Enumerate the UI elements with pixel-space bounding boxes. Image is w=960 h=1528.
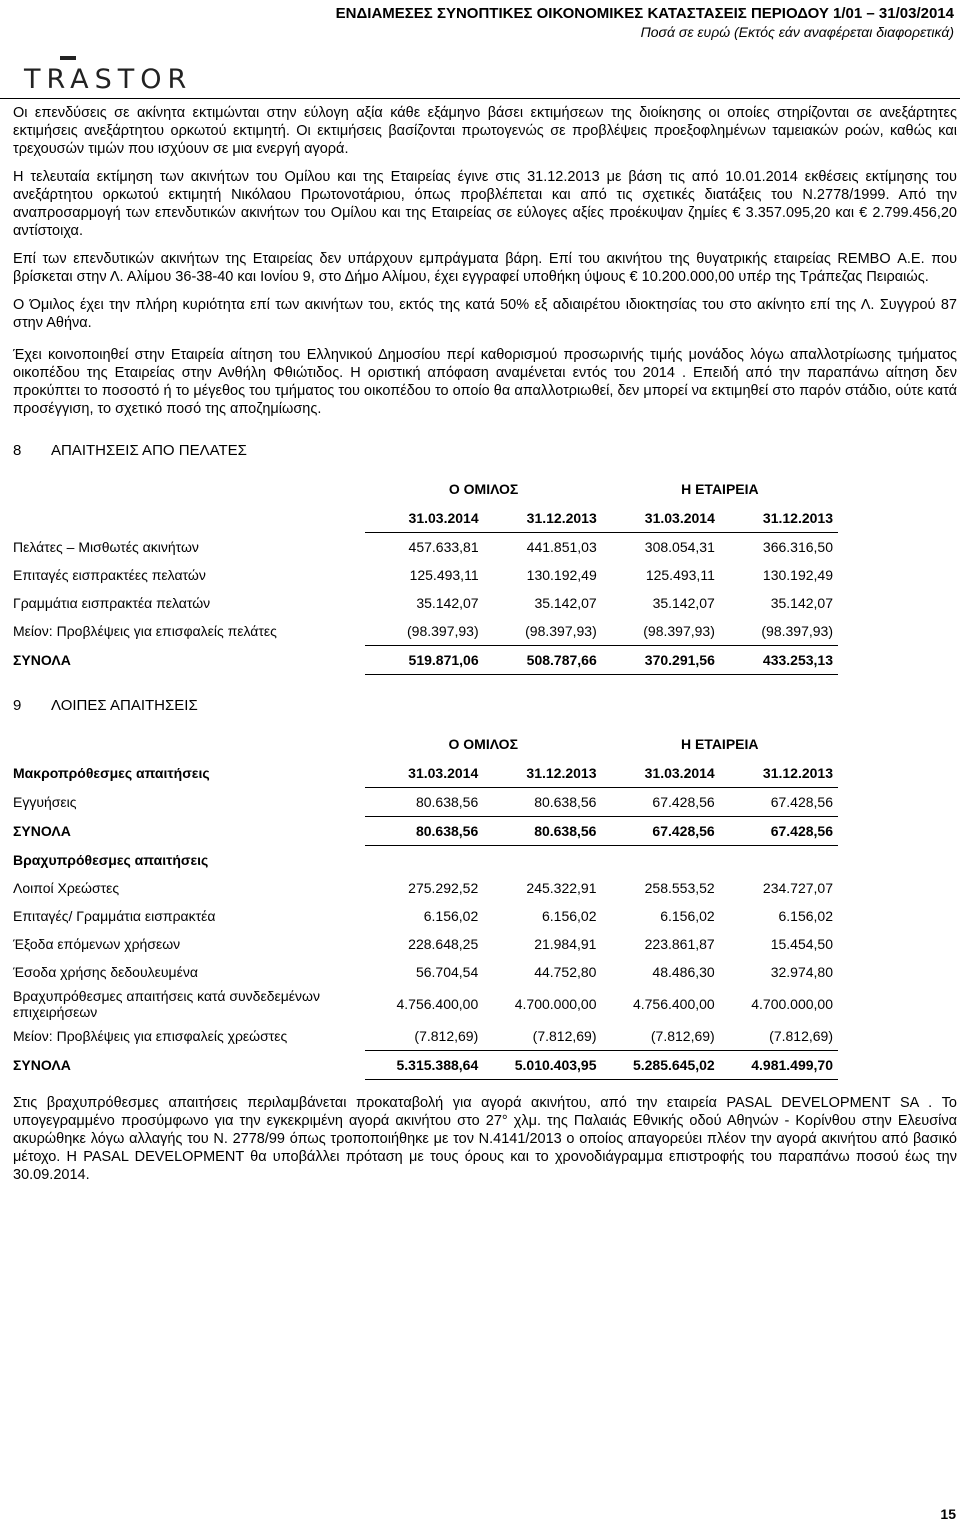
cell-value: 32.974,80	[770, 964, 833, 980]
row-label: Μείον: Προβλέψεις για επισφαλείς πελάτες	[13, 623, 277, 640]
row-label: Πελάτες – Μισθωτές ακινήτων	[13, 538, 199, 555]
cell-value: 125.493,11	[409, 567, 479, 583]
date-header: 31.12.2013	[483, 759, 601, 788]
table-row	[13, 930, 838, 958]
logo-text: TRASTOR	[24, 64, 193, 95]
cell-value: 4.700.000,00	[751, 996, 833, 1012]
row-label: Γραμμάτια εισπρακτέα πελατών	[13, 595, 211, 611]
date-header: 31.12.2013	[720, 759, 838, 788]
table-row	[13, 958, 838, 986]
table-row	[13, 986, 838, 1022]
header-divider	[0, 98, 960, 99]
table-group-header	[13, 474, 838, 504]
total-value: 67.428,56	[720, 817, 838, 846]
total-value: 370.291,56	[602, 646, 720, 675]
table-row	[13, 561, 838, 589]
cell-value: 6.156,02	[778, 908, 833, 924]
logo-accent-bar	[60, 56, 76, 60]
cell-value: 48.486,30	[652, 964, 715, 980]
cell-value: 35.142,07	[534, 595, 597, 611]
row-label: Επιταγές εισπρακτέες πελατών	[13, 567, 206, 583]
cell-value: 130.192,49	[762, 567, 833, 583]
row-label: Βραχυπρόθεσμες απαιτήσεις κατά συνδεδεμένων επιχειρήσεων	[13, 988, 320, 1020]
row-label: Εγγυήσεις	[13, 794, 77, 810]
short-term-heading: Βραχυπρόθεσμες απαιτήσεις	[13, 851, 209, 868]
date-header: 31.03.2014	[365, 759, 483, 788]
section-9-title: ΛΟΙΠΕΣ ΑΠΑΙΤΗΣΕΙΣ	[51, 697, 198, 714]
cell-value: 258.553,52	[644, 880, 715, 896]
cell-value: 67.428,56	[601, 788, 719, 817]
section-9-number: 9	[13, 697, 22, 714]
cell-value: 6.156,02	[423, 908, 479, 924]
total-value: 508.787,66	[484, 646, 602, 675]
cell-value: (98.397,93)	[484, 617, 602, 646]
paragraph-last-valuation: Η τελευταία εκτίμηση των ακινήτων του Ομίλου και της Εταιρείας έγινε στις 31.12.2013 με βάση τις από 10.01.2014 εκθέσεις εκτίμησης του ανεξάρτητου ορκωτού εκτιμητή Νικόλαου Πρωτονοτάριου, όπως προβλέπεται και από τις σχετικές διατάξεις του Ν.2778/1999. Από την αναπροσαρμογή των επενδυτικών ακινήτων του Ομίλου και της Εταιρείας σε εύλογες αξίες προέκυψαν ζημίες € 3.357.095,20 και € 2.799.456,20 αντίστοιχα.	[13, 169, 957, 239]
cell-value: (7.812,69)	[483, 1022, 601, 1051]
row-label: ΣΥΝΟΛΑ	[13, 823, 71, 839]
cell-value: 223.861,87	[644, 936, 715, 952]
report-title: ΕΝΔΙΑΜΕΣΕΣ ΣΥΝΟΠΤΙΚΕΣ ΟΙΚΟΝΟΜΙΚΕΣ ΚΑΤΑΣΤΑΣΕΙΣ ΠΕΡΙΟΔΟΥ 1/01 – 31/03/2014	[335, 5, 954, 22]
group-header-company: Η ΕΤΑΙΡΕΙΑ	[681, 481, 759, 497]
cell-value: 441.851,03	[526, 539, 597, 555]
paragraph-valuation-policy: Οι επενδύσεις σε ακίνητα εκτιμώνται στην εύλογη αξία κάθε εξάμηνο βάσει εκτιμήσεων της διοίκησης οι οποίες στηρίζονται σε ανεξάρτητες εκτιμήσεις ανεξάρτητου ορκωτού εκτιμητή. Οι εκτιμήσεις βασίζονται πρωτογενώς σε προβλέψεις προεξοφλημένων ταμειακών ροών, καθώς και τρεχουσών τιμών που ισχύουν σε μια ενεργή αγορά.	[13, 105, 957, 157]
date-header: 31.03.2014	[365, 504, 483, 533]
date-header: 31.12.2013	[720, 504, 838, 533]
cell-value: 130.192,49	[526, 567, 597, 583]
group-header-group: Ο ΟΜΙΛΟΣ	[448, 736, 518, 752]
row-label: Έξοδα επόμενων χρήσεων	[13, 936, 181, 952]
cell-value: 228.648,25	[408, 936, 479, 952]
group-header-group: Ο ΟΜΙΛΟΣ	[448, 481, 519, 497]
cell-value: 35.142,07	[652, 595, 715, 611]
cell-value: 308.054,31	[644, 539, 715, 555]
cell-value: 457.633,81	[408, 539, 479, 555]
row-label: Έσοδα χρήσης δεδουλευμένα	[13, 964, 198, 980]
cell-value: 80.638,56	[483, 788, 601, 817]
cell-value: 4.756.400,00	[396, 996, 479, 1012]
date-header: 31.12.2013	[484, 504, 602, 533]
receivables-table	[13, 474, 838, 675]
table-row	[13, 788, 838, 817]
row-label: Επιταγές/ Γραμμάτια εισπρακτέα	[13, 908, 216, 924]
table-total-row	[13, 817, 838, 846]
trastor-logo	[24, 64, 193, 96]
total-value: 80.638,56	[365, 817, 483, 846]
total-value: 519.871,06	[365, 646, 483, 675]
currency-note: Ποσά σε ευρώ (Εκτός εάν αναφέρεται διαφορετικά)	[640, 24, 954, 40]
paragraph-pasal-advance: Στις βραχυπρόθεσμες απαιτήσεις περιλαμβάνεται προκαταβολή για αγορά ακινήτου, από την εταιρεία PASAL DEVELOPMENT SA . Το υπογεγραμμένο προσύμφωνο για την εγκεκριμένη αγορά ακινήτου στο 27° χλμ. της Παλαιάς Εθνικής οδού Αθηνών - Κορίνθου στην Ελευσίνα ακυρώθηκε λόγω αλλαγής του Ν. 2778/99 όπως τροποποιήθηκε με τον Ν.4141/2013 ο οποίος απαγορεύει πλέον την αγορά ακινήτου από βασικό μέτοχο. Η PASAL DEVELOPMENT θα υποβάλλει πρόταση με τους όρους και το χρονοδιάγραμμα επιστροφής του παραπάνω ποσού έως την 30.09.2014.	[13, 1095, 957, 1183]
cell-value: 4.700.000,00	[514, 996, 597, 1012]
table-group-header	[13, 729, 838, 759]
row-label: Λοιποί Χρεώστες	[13, 880, 120, 896]
cell-value: 35.142,07	[770, 595, 833, 611]
table-row	[13, 589, 838, 617]
cell-value: (98.397,93)	[602, 617, 720, 646]
table-total-row	[13, 1051, 838, 1080]
total-value: 433.253,13	[720, 646, 838, 675]
cell-value: (98.397,93)	[720, 617, 838, 646]
cell-value: 21.984,91	[534, 936, 597, 952]
total-value: 4.981.499,70	[720, 1051, 838, 1080]
cell-value: 366.316,50	[762, 539, 833, 555]
cell-value: 56.704,54	[415, 964, 479, 980]
paragraph-expropriation: Έχει κοινοποιηθεί στην Εταιρεία αίτηση του Ελληνικού Δημοσίου περί καθορισμού προσωρινής τιμής μονάδος λόγω απαλλοτρίωσης τμήματος οικοπέδου της Εταιρείας στην Ανθήλη Φθιώτιδος. Η οριστική απόφαση αναμένεται εντός του 2014 . Επειδή από την παραπάνω αίτηση δεν προκύπτει το ποσοστό ή το μέγεθος του τμήματος του οικοπέδου το οποίο θα απαλλοτριωθεί, δεν μπορεί να εκτιμηθεί στο παρόν στάδιο, ούτε κατά προσέγγιση, το σχετικό ποσό της αποζημίωσης.	[13, 347, 957, 417]
cell-value: (7.812,69)	[601, 1022, 719, 1051]
cell-value: 80.638,56	[365, 788, 483, 817]
row-label: Μείον: Προβλέψεις για επισφαλείς χρεώστες	[13, 1028, 288, 1045]
total-value: 5.010.403,95	[483, 1051, 601, 1080]
cell-value: 15.454,50	[770, 936, 833, 952]
table-date-header	[13, 759, 838, 788]
cell-value: 234.727,07	[762, 880, 833, 896]
paragraph-ownership: Ο Όμιλος έχει την πλήρη κυριότητα επί των ακινήτων του, εκτός της κατά 50% εξ αδιαιρέτου ιδιοκτησίας του στο ακίνητο επί της Λ. Συγγρού 87 στην Αθήνα.	[13, 297, 957, 331]
other-receivables-table	[13, 729, 838, 1080]
page-body	[13, 104, 957, 1194]
table-row	[13, 902, 838, 930]
table-row	[13, 533, 838, 562]
table-row	[13, 617, 838, 646]
table-date-header	[13, 504, 838, 533]
row-label: ΣΥΝΟΛΑ	[13, 1057, 71, 1073]
section-8-title: ΑΠΑΙΤΗΣΕΙΣ ΑΠΟ ΠΕΛΑΤΕΣ	[51, 442, 247, 459]
table-total-row	[13, 646, 838, 675]
cell-value: 67.428,56	[720, 788, 838, 817]
cell-value: (7.812,69)	[365, 1022, 483, 1051]
date-header: 31.03.2014	[601, 759, 719, 788]
cell-value: 6.156,02	[660, 908, 715, 924]
section-9-heading	[13, 697, 957, 715]
table-row	[13, 874, 838, 902]
table-row	[13, 1022, 838, 1051]
cell-value: 245.322,91	[526, 880, 597, 896]
table-subheading-row	[13, 846, 838, 875]
row-label: ΣΥΝΟΛΑ	[13, 652, 71, 668]
cell-value: (7.812,69)	[720, 1022, 838, 1051]
cell-value: 6.156,02	[541, 908, 597, 924]
page-header	[336, 4, 954, 41]
section-8-number: 8	[13, 442, 22, 459]
total-value: 5.315.388,64	[365, 1051, 483, 1080]
long-term-heading: Μακροπρόθεσμες απαιτήσεις	[13, 765, 210, 782]
cell-value: 275.292,52	[408, 880, 479, 896]
total-value: 67.428,56	[601, 817, 719, 846]
cell-value: (98.397,93)	[365, 617, 483, 646]
cell-value: 44.752,80	[534, 964, 597, 980]
section-8-heading	[13, 442, 957, 460]
total-value: 80.638,56	[483, 817, 601, 846]
page-number: 15	[940, 1506, 956, 1522]
cell-value: 125.493,11	[645, 567, 715, 583]
group-header-company: Η ΕΤΑΙΡΕΙΑ	[680, 736, 759, 752]
cell-value: 35.142,07	[416, 595, 479, 611]
date-header: 31.03.2014	[602, 504, 720, 533]
cell-value: 4.756.400,00	[632, 996, 715, 1012]
total-value: 5.285.645,02	[601, 1051, 719, 1080]
paragraph-encumbrances: Επί των επενδυτικών ακινήτων της Εταιρείας δεν υπάρχουν εμπράγματα βάρη. Επί του ακινήτου της θυγατρικής εταιρείας REMBO Α.Ε. που βρίσκεται στην Λ. Αλίμου 36-38-40 και Ιονίου 9, στο Δήμο Αλίμου, έχει εγγραφεί υποθήκη ύψους € 10.200.000,00 υπέρ της Τράπεζας Πειραιώς.	[13, 251, 957, 285]
